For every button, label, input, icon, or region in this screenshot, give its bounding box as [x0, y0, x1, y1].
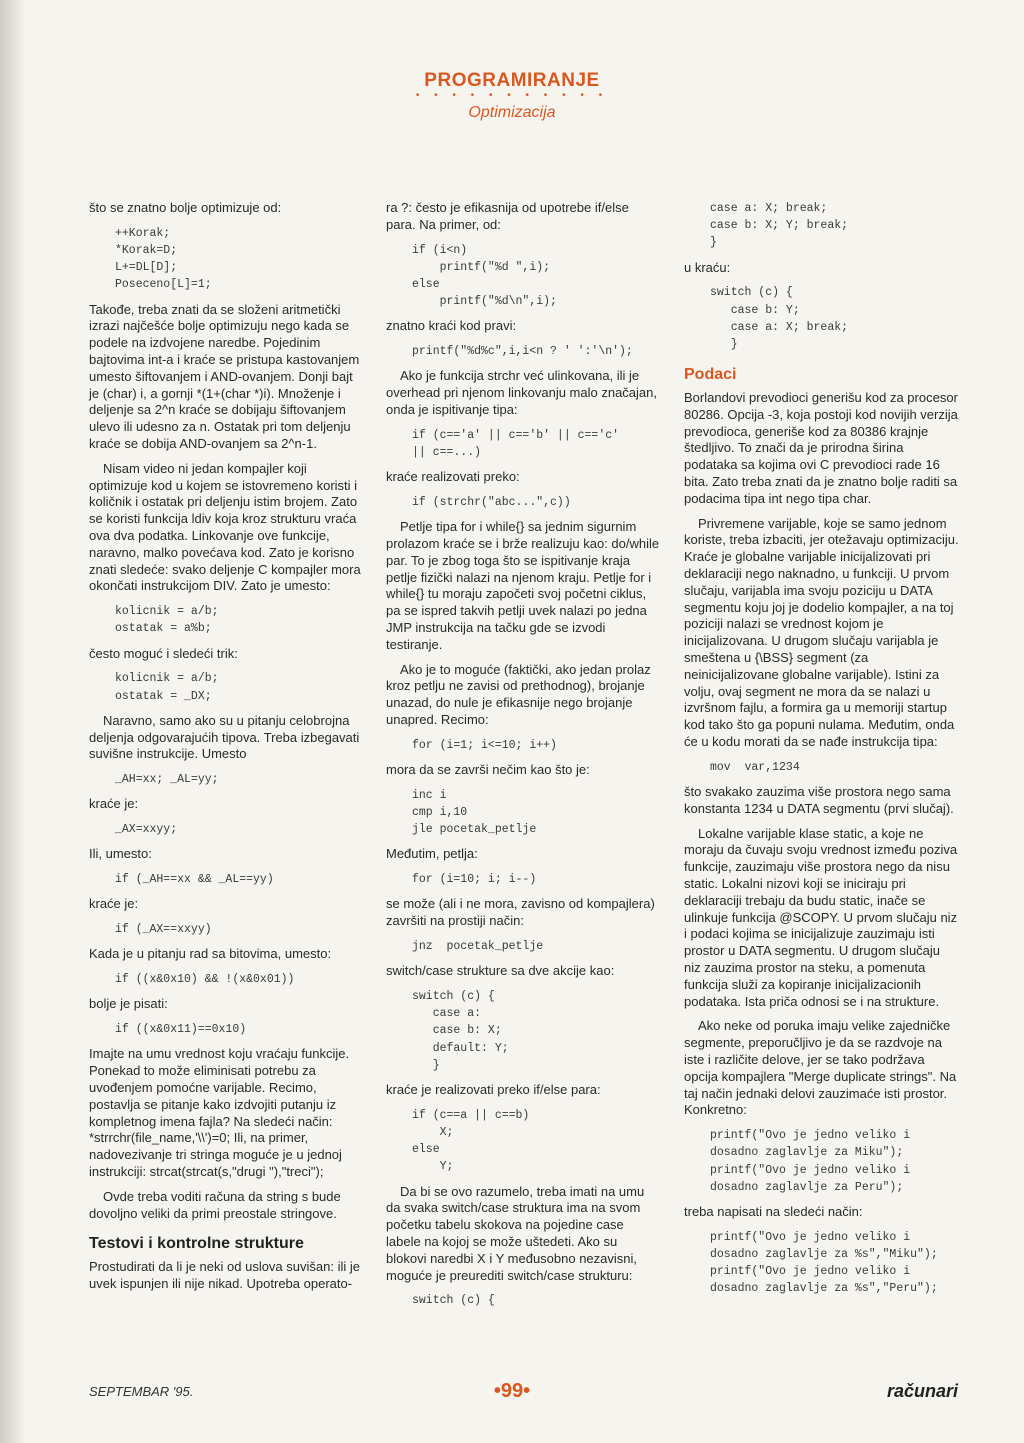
code-block: for (i=10; i; i--) — [412, 873, 537, 887]
code-block: _AH=xx; _AL=yy; — [115, 773, 219, 787]
paragraph: kraće je realizovati preko if/else para: — [386, 1081, 601, 1097]
code-block: inc i cmp i,10 jle pocetak_petlje — [412, 788, 537, 837]
page-header — [0, 70, 1024, 122]
code-block: printf("Ovo je jedno veliko i dosadno zaglavlje za Miku"); printf("Ovo je jedno veliko i dosadno zaglavlje za Peru"); — [710, 1129, 911, 1194]
paragraph: Privremene varijable, koje se samo jednom koriste, treba izbaciti, jer otežavaju optimizaciju. Kraće je globalne varijable inicijalizovati pri deklaraciji nego naknadno, u funkciji. U prvom slučaju, varijabla ima svoju poziciju u DATA segmentu koju joj je dodelio kompajler, a na toj poziciji nalazi se vrednost kojom je inicijalizovana. U drugom slučaju varijabla je smeštena u {\BSS} segment (za neinicijalizovane globalne varijable). Istini za volju, ovaj segment ne mora da se nalazi u izvršnom fajlu, a formira ga u memoriji startup kod tako što ga popuni nulama. Međutim, onda će u kodu morati da se nađe instrukcija tipa: — [684, 515, 959, 749]
column-1 — [89, 200, 363, 1301]
paragraph: kraće je: — [89, 796, 139, 812]
paragraph: treba napisati na sledeći način: — [684, 1203, 863, 1219]
code-block: if (i<n) printf("%d ",i); else printf("%d\n",i); — [412, 243, 557, 309]
column-3 — [684, 200, 960, 1306]
code-block: if (_AX==xxyy) — [115, 923, 212, 937]
paragraph: često moguć i sledeći trik: — [89, 645, 238, 661]
page-number: •99• — [493, 1380, 531, 1402]
code-block: ++Korak; *Korak=D; L+=DL[D]; Poseceno[L]=1; — [115, 226, 212, 292]
paragraph: Nisam video ni jedan kompajler koji optimizuje kod u kojem se istovremeno koristi i količnik i ostatak pri deljenju istim brojem. Zato se koristi funkcija ldiv koja kroz strukturu vraća ova dva podatka. Linkovanje ove funkcije, naravno, malko povećava kod. Zato je korisno znati sledeće: svako deljenje C kompajler mora okončati instrukcijom DIV. Zato je umesto: — [89, 460, 361, 594]
paragraph: Imajte na umu vrednost koju vraćaju funkcije. Ponekad to može eliminisati potrebu za uvođenjem pomoćne varijable. Recimo, postavlja se pitanje kako izdvojiti putanju iz kompletnog imena fajla? Na sledeći način: *strrchr(file_name,'\\')=0; Ili, na primer, nadovezivanje tri stringa moguće je u jednoj instrukciji: strcat(strcat(s,"drugi "),"treci"); — [89, 1046, 350, 1179]
paragraph: Ovde treba voditi računa da string s bude dovoljno veliki da primi preostale stringove. — [89, 1188, 341, 1221]
column-2 — [386, 200, 661, 1318]
paragraph: u kraću: — [684, 259, 731, 275]
paragraph: Da bi se ovo razumelo, treba imati na umu da svaka switch/case struktura ima na svom početku tabelu skokova na pojedine case labele na kojoj se može uštedeti. Ako su blokovi naredbi X i Y međusobno nezavisni, moguće je preurediti switch/case strukturu: — [386, 1183, 645, 1283]
code-block: if (_AH==xx && _AL==yy) — [115, 873, 274, 887]
code-block: kolicnik = a/b; ostatak = _DX; — [115, 672, 219, 703]
paragraph: Ako neke od poruka imaju velike zajedničke segmente, preporučljivo je da se razdvoje na iste i različite delove, jer se tako podržava opcija kompajlera "Merge duplicate strings". Na taj način jednaki delovi zauzimaće isti prostor. Konkretno: — [684, 1018, 957, 1118]
paragraph: Takođe, treba znati da se složeni aritmetički izrazi najčešće bolje optimizuju nego kada se podele na izdvojene naredbe. Pojedinim bajtovima int-a i kraće se pristupa kastovanjem umesto šiftovanjem i AND-ovanjem. Donji bajt je (char) i, a gornji *(1+(char *)i). Množenje i deljenje sa 2^n kraće se dobijaju šiftovanjem ulevo ili udesno za n. Ostatak pri tom deljenju kraće se dobija AND-ovanjem sa 2^n-1. — [89, 301, 360, 451]
section-title: PROGRAMIRANJE — [424, 70, 600, 91]
paragraph: Kada je u pitanju rad sa bitovima, umesto: — [89, 946, 332, 962]
paragraph: što svakako zauzima više prostora nego sama konstanta 1234 u DATA segmentu (prvi slučaj). — [684, 783, 954, 816]
section-heading: Podaci — [684, 366, 737, 384]
code-block: for (i=1; i<=10; i++) — [412, 738, 557, 752]
code-block: jnz pocetak_petlje — [412, 939, 544, 953]
paragraph: kraće je: — [89, 896, 139, 912]
paragraph: Naravno, samo ako su u pitanju celobrojna deljenja odgovarajućih tipova. Treba izbegavati suvišne instrukcije. Umesto — [89, 712, 360, 762]
code-block: _AX=xxyy; — [115, 823, 178, 837]
paragraph: ra ?: često je efikasnija od upotrebe if/else para. Na primer, od: — [386, 200, 629, 232]
header-dots: • • • • • • • • • • • — [415, 90, 609, 101]
code-block: if ((x&0x10) && !(x&0x01)) — [115, 973, 295, 987]
magazine-logo: računari — [886, 1381, 958, 1401]
section-heading: Testovi i kontrolne strukture — [89, 1235, 304, 1253]
code-block: switch (c) { case a: case b: X; default: Y; } — [412, 989, 509, 1072]
code-block: printf("%d%c",i,i<n ? ' ':'\n'); — [412, 345, 633, 359]
code-block: switch (c) { — [412, 1294, 495, 1308]
paragraph: se može (ali i ne mora, zavisno od kompajlera) završiti na prostiji način: — [386, 896, 655, 929]
code-block: printf("Ovo je jedno veliko i dosadno zaglavlje za %s","Miku"); printf("Ovo je jedno veliko i dosadno zaglavlje za %s","Peru"); — [710, 1230, 938, 1296]
code-block: if (c==a || c==b) X; else Y; — [412, 1108, 530, 1174]
paragraph: Petlje tipa for i while{} sa jednim sigurnim prolazom kraće se i brže realizuju kao: do/while par. To je zbog toga što se ispitivanje kraja petlje fizički nalazi na njenom kraju. Petlje for i while{} tu moraju započeti svoj početni ciklus, pa se ispred takvih petlji uvek nalazi po jedna JMP instrukcija na tačku gde se izvodi testiranje. — [386, 519, 660, 652]
paragraph: Borlandovi prevodioci generišu kod za procesor 80286. Opcija -3, koja postoji kod novijih verzija prevodioca, generiše kod za 80386 krajnje štedljivo. To znači da je prirodna širina podataka sa kojima ovi C prevodioci rade 16 bita. Zato treba znati da je znatno bolje raditi sa podacima tipa int nego tipa char. — [684, 390, 958, 506]
paragraph: Ako je funkcija strchr već ulinkovana, ili je overhead pri njenom linkovanju malo značajan, onda je ispitivanje tipa: — [386, 368, 657, 417]
paragraph: switch/case strukture sa dve akcije kao: — [386, 963, 615, 979]
paragraph: mora da se završi nečim kao što je: — [386, 761, 590, 777]
code-block: if ((x&0x11)==0x10) — [115, 1023, 247, 1037]
code-block: if (c=='a' || c=='b' || c=='c' || c==...) — [412, 428, 620, 459]
code-block: mov var,1234 — [710, 760, 800, 774]
paragraph: bolje je pisati: — [89, 996, 168, 1012]
code-block: if (strchr("abc...",c)) — [412, 496, 571, 509]
paragraph: Ili, umesto: — [89, 846, 152, 862]
paragraph: Međutim, petlja: — [386, 846, 478, 862]
code-block: kolicnik = a/b; ostatak = a%b; — [115, 605, 219, 636]
paragraph: Lokalne varijable klase static, a koje ne moraju da čuvaju svoju vrednost između poziva funkcije, zauzimaju više prostora nego da nisu static. Lokalni nizovi koji se iniciraju pri deklaraciji trebaju da budu static, inače se ulinkuje funkcija @SCOPY. U prvom slučaju niz i podaci kojima se inicijalizuje zauzimaju isti prostor u DATA segmentu. U drugom slučaju niz zauzima prostor na steku, a pomenuta funkcija služi za kopiranje inicijalizacionih podataka. Ista priča odnosi se i na strukture. — [684, 825, 958, 1009]
issue-date: SEPTEMBAR '95. — [89, 1384, 194, 1399]
page-spine-shadow — [0, 0, 26, 1443]
paragraph: Ako je to moguće (faktički, ako jedan prolaz kroz petlju ne zavisi od prethodnog), brojanje unazad, do nule je efikasnije nego brojanje unapred. Recimo: — [386, 661, 651, 727]
paragraph: Prostudirati da li je neki od uslova suvišan: ili je uvek ispunjen ili nije nikad. Upotreba operato- — [89, 1259, 360, 1291]
code-block: case a: X; break; case b: X; Y; break; } — [710, 202, 849, 250]
paragraph: kraće realizovati preko: — [386, 469, 520, 485]
paragraph: što se znatno bolje optimizuje od: — [89, 200, 282, 215]
paragraph: znatno kraći kod pravi: — [386, 318, 517, 334]
subsection-title: Optimizacija — [468, 104, 556, 121]
code-block: switch (c) { case b: Y; case a: X; break; } — [710, 286, 849, 352]
